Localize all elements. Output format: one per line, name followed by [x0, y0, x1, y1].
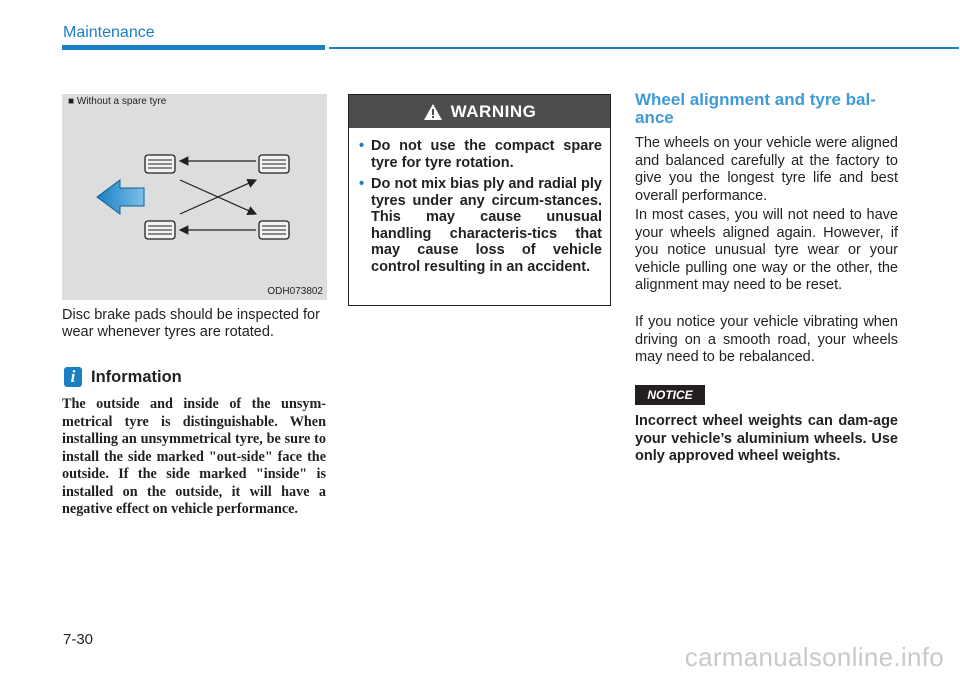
warning-item: • Do not mix bias ply and radial ply tyres under any circum-stances. This may cause unusual handling characteris-tics that may cause loss of vehicle control resulting in an accident. [359, 176, 602, 275]
information-title: Information [91, 367, 182, 386]
header-rule-thick [62, 45, 325, 50]
figure-caption: ■ Without a spare tyre [68, 96, 167, 107]
warning-box [348, 94, 611, 306]
warning-header [349, 95, 610, 128]
vehicle-front-arrow-icon [97, 180, 144, 214]
notice-badge: NOTICE [635, 385, 705, 405]
alignment-paragraph-1: The wheels on your vehicle were aligned and balanced carefully at the factory to give you the longest tyre life and best overall performance. [635, 135, 898, 204]
tyre-rotation-figure [62, 94, 327, 300]
section-header: Maintenance [63, 24, 155, 41]
header-rule-thin [329, 47, 959, 49]
warning-triangle-icon [423, 103, 443, 121]
bullet-icon: • [359, 138, 365, 154]
watermark: carmanualsonline.info [684, 642, 944, 672]
notice-text: Incorrect wheel weights can dam-age your vehicle’s aluminium wheels. Use only approved wheel weights. [635, 413, 898, 464]
page-number: 7-30 [63, 631, 94, 648]
warning-title: WARNING [450, 101, 537, 121]
brake-pads-paragraph: Disc brake pads should be inspected for wear whenever tyres are rotated. [62, 307, 320, 340]
information-icon: i [64, 367, 82, 387]
information-body: The outside and inside of the unsym-metrical tyre is distinguishable. When installing an unsymmetrical tyre, be sure to install the side marked "out-side" face the outside. If the side marked "inside" is installed on the outside, it will have a negative effect on vehicle performance. [62, 396, 326, 517]
warning-item: • Do not use the compact spare tyre for tyre rotation. [359, 138, 602, 171]
alignment-paragraph-2: In most cases, you will not need to have your wheels aligned again. However, if you notice unusual tyre wear or your vehicle pulling one way or the other, the alignment may need to be reset. [635, 207, 898, 293]
wheel-alignment-title: Wheel alignment and tyre bal-ance [635, 90, 876, 127]
alignment-paragraph-3: If you notice your vehicle vibrating when driving on a smooth road, your wheels may need to be rebalanced. [635, 314, 898, 365]
tyre-rotation-diagram [62, 94, 327, 300]
rotation-arrows [180, 161, 256, 230]
warning-list [359, 138, 602, 275]
figure-code: ODH073802 [267, 286, 323, 297]
bullet-icon: • [359, 176, 365, 192]
information-heading [64, 366, 182, 388]
